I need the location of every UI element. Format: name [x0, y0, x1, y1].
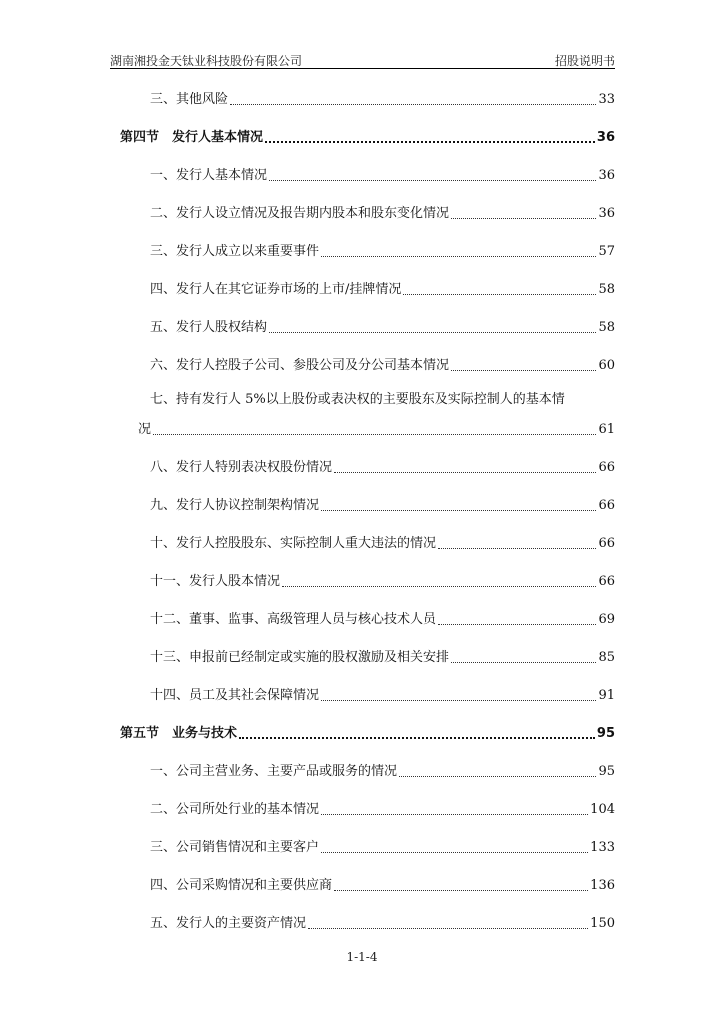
toc-entry[interactable] [150, 316, 615, 336]
toc-entry-label: 十、发行人控股股东、实际控制人重大违法的情况 [150, 536, 437, 551]
toc-entry-page: 66 [598, 536, 615, 551]
toc-entry-page: 69 [598, 612, 615, 627]
toc-leader [334, 472, 596, 473]
toc-entry[interactable] [150, 570, 615, 590]
toc-entry-label: 四、公司采购情况和主要供应商 [150, 878, 333, 893]
toc-entry[interactable] [150, 202, 615, 222]
toc-entry[interactable] [150, 874, 615, 894]
toc-entry-label: 十四、员工及其社会保障情况 [150, 688, 320, 703]
toc-leader [321, 510, 596, 511]
toc-entry-label: 一、发行人基本情况 [150, 168, 268, 183]
toc-leader [230, 104, 596, 105]
toc-entry-label: 三、其他风险 [150, 92, 229, 107]
toc-entry-page: 150 [590, 916, 615, 931]
toc-entry-label: 二、公司所处行业的基本情况 [150, 802, 320, 817]
toc-entry-label: 三、发行人成立以来重要事件 [150, 244, 320, 259]
toc-entry-page: 60 [598, 358, 615, 373]
toc-entry-label: 四、发行人在其它证券市场的上市/挂牌情况 [150, 282, 402, 297]
toc-entry-label: 二、发行人设立情况及报告期内股本和股东变化情况 [150, 206, 450, 221]
toc-leader [321, 852, 588, 853]
toc-entry-page: 57 [598, 244, 615, 259]
toc-leader [239, 737, 595, 739]
toc-entry[interactable] [150, 456, 615, 476]
toc-entry-label: 十二、董事、监事、高级管理人员与核心技术人员 [150, 612, 437, 627]
toc-entry[interactable] [150, 88, 615, 108]
toc-entry-page: 136 [590, 878, 615, 893]
toc-entry[interactable] [150, 354, 615, 374]
toc-entry[interactable] [150, 912, 615, 932]
toc-entry-label: 三、公司销售情况和主要客户 [150, 840, 320, 855]
toc-entry[interactable] [150, 278, 615, 298]
toc-entry-page: 133 [590, 840, 615, 855]
toc-leader [321, 814, 588, 815]
toc-entry[interactable] [150, 836, 615, 856]
toc-leader [308, 928, 588, 929]
toc-leader [451, 218, 596, 219]
toc-entry-label: 六、发行人控股子公司、参股公司及分公司基本情况 [150, 358, 450, 373]
toc-entry-page: 66 [598, 498, 615, 513]
toc-entry[interactable] [150, 532, 615, 552]
toc-leader [403, 294, 596, 295]
toc-section-entry[interactable] [120, 126, 615, 146]
toc-entry-page: 36 [598, 206, 615, 221]
toc-entry[interactable] [150, 646, 615, 666]
toc-entry[interactable] [150, 164, 615, 184]
toc-entry-page: 85 [598, 650, 615, 665]
toc-leader [265, 141, 595, 143]
toc-entry-page: 36 [598, 168, 615, 183]
toc-entry-page: 58 [598, 282, 615, 297]
toc-entry-page: 95 [596, 726, 615, 741]
toc-entry-page: 33 [598, 92, 615, 107]
toc-entry-label-continued: 况 [138, 422, 152, 437]
toc-entry-label: 十三、申报前已经制定或实施的股权激励及相关安排 [150, 650, 450, 665]
toc-entry-label: 五、发行人股权结构 [150, 320, 268, 335]
toc-entry[interactable] [150, 798, 615, 818]
toc-entry[interactable] [150, 240, 615, 260]
toc-entry-page: 95 [598, 764, 615, 779]
toc-entry-label-line1[interactable]: 七、持有发行人 5%以上股份或表决权的主要股东及实际控制人的基本情 [150, 392, 565, 407]
toc-leader [451, 370, 596, 371]
toc-entry[interactable] [150, 684, 615, 704]
header-rule [110, 68, 615, 69]
toc-entry-label: 九、发行人协议控制架构情况 [150, 498, 320, 513]
toc-entry[interactable] [138, 418, 615, 438]
toc-entry-page: 61 [598, 422, 615, 437]
toc-entry-page: 91 [598, 688, 615, 703]
toc-entry-label: 一、公司主营业务、主要产品或服务的情况 [150, 764, 398, 779]
toc-entry-label: 八、发行人特别表决权股份情况 [150, 460, 333, 475]
toc-entry-page: 104 [590, 802, 615, 817]
toc-entry-page: 66 [598, 574, 615, 589]
toc-entry[interactable] [150, 760, 615, 780]
toc-entry-label: 第四节 发行人基本情况 [120, 130, 264, 145]
toc-leader [334, 890, 588, 891]
toc-leader [321, 700, 596, 701]
toc-leader [438, 548, 596, 549]
toc-leader [269, 180, 596, 181]
toc-entry[interactable] [150, 608, 615, 628]
toc-section-entry[interactable] [120, 722, 615, 742]
toc-entry[interactable] [150, 494, 615, 514]
toc-entry-label: 十一、发行人股本情况 [150, 574, 281, 589]
page-footer-number: 1-1-4 [346, 950, 378, 964]
page-header [110, 48, 615, 68]
toc-leader [321, 256, 596, 257]
toc-leader [451, 662, 596, 663]
toc-entry-page: 66 [598, 460, 615, 475]
header-document-type: 招股说明书 [554, 54, 615, 68]
toc-leader [399, 776, 596, 777]
header-company-name: 湖南湘投金天钛业科技股份有限公司 [110, 54, 303, 68]
toc-leader [269, 332, 596, 333]
toc-entry-label: 第五节 业务与技术 [120, 726, 238, 741]
toc-entry-page: 58 [598, 320, 615, 335]
toc-entry-label: 五、发行人的主要资产情况 [150, 916, 307, 931]
toc-entry-page: 36 [596, 130, 615, 145]
toc-leader [282, 586, 596, 587]
toc-leader [153, 434, 596, 435]
toc-leader [438, 624, 596, 625]
